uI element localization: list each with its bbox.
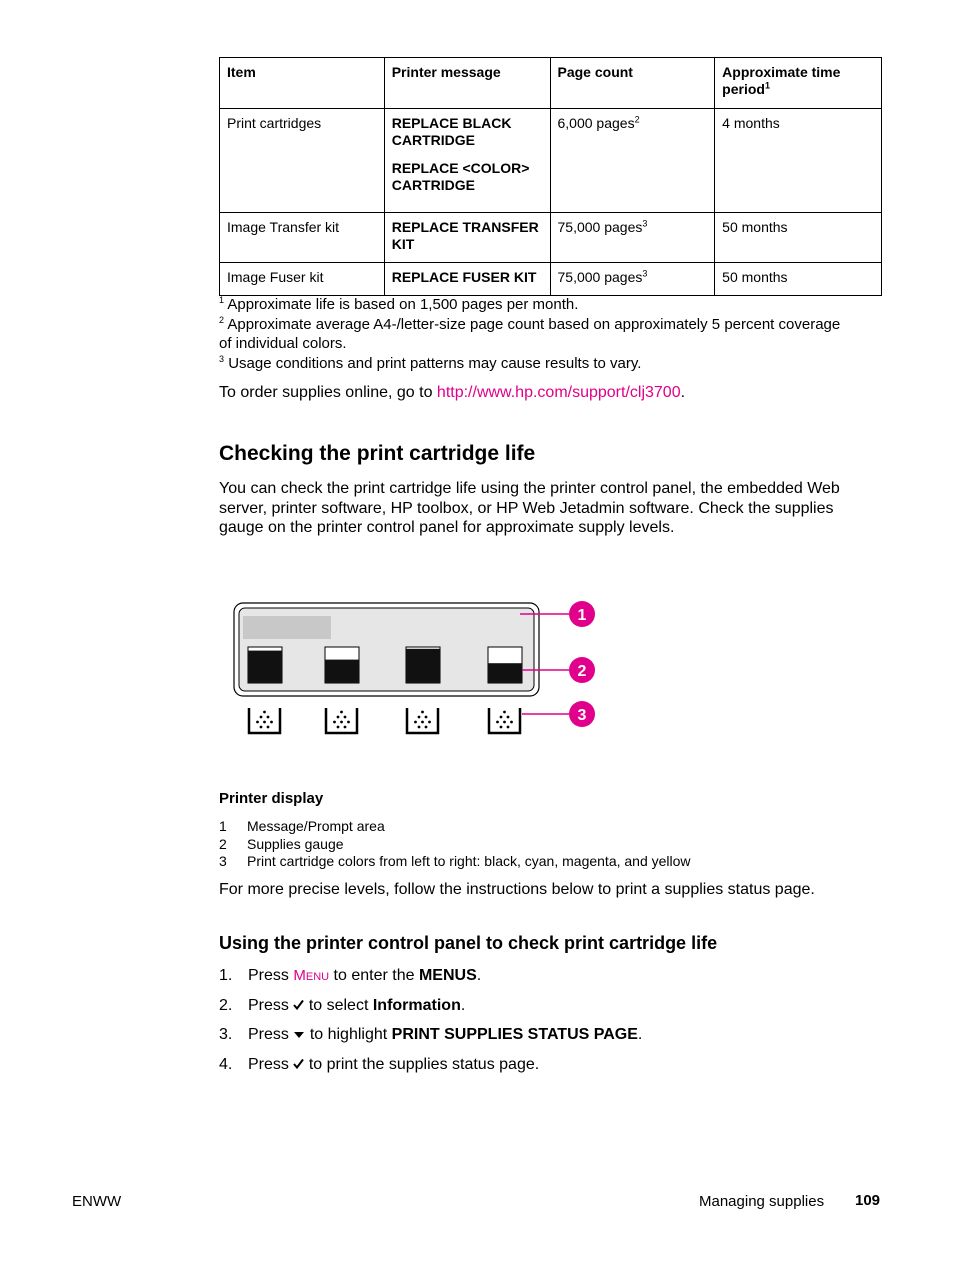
footer-section: Managing supplies	[699, 1193, 825, 1210]
header-item: Item	[220, 58, 385, 109]
down-arrow-icon	[293, 1030, 305, 1039]
cell-time: 50 months	[715, 263, 882, 296]
table-row	[220, 109, 882, 213]
support-link[interactable]: http://www.hp.com/support/clj3700	[436, 384, 681, 401]
step-1: 1. Press MENU to enter the MENUS.	[219, 967, 482, 984]
cell-time: 4 months	[715, 109, 882, 213]
footnote: $^2$ Approximate average A4-/letter-size page count based on approximately 5 percent coverage of individual colors.	[219, 314, 841, 352]
order-line: To order supplies online, go to http://www.hp.com/support/clj3700.	[219, 384, 686, 401]
cell-pages: 75,000 pages$^3$	[550, 263, 715, 296]
step-2: 2. Press to select Information.	[219, 996, 466, 1014]
cartridge-icon	[326, 708, 357, 733]
checkmark-icon	[293, 999, 304, 1010]
legend-item: 3 Print cartridge colors from left to right: black, cyan, magenta, and yellow	[219, 853, 691, 869]
message-prompt-area	[243, 616, 331, 639]
footer-left: ENWW	[72, 1193, 122, 1210]
svg-text:3: 3	[577, 707, 587, 724]
section-body: You can check the print cartridge life using the printer control panel, the embedded Web server, printer software, HP toolbox, or HP Web Jetadmin software. Check the supplies gauge on the printer control panel for approximate supply levels.	[219, 480, 840, 536]
cartridge-icon	[489, 708, 520, 733]
page-number: 109	[855, 1192, 881, 1209]
gauge-bar	[406, 647, 440, 683]
header-page-count: Page count	[550, 58, 715, 109]
cell-time: 50 months	[715, 213, 882, 263]
checkmark-icon	[293, 1058, 304, 1069]
footnote: $^1$ Approximate life is based on 1,500 pages per month.	[219, 295, 579, 313]
cell-message: REPLACE BLACK CARTRIDGE REPLACE <COLOR> CARTRIDGE	[384, 109, 550, 213]
printer-display-figure	[225, 595, 605, 745]
more-precise-text: For more precise levels, follow the instructions below to print a supplies status page.	[219, 881, 815, 898]
figure-caption: Printer display	[219, 790, 324, 807]
cell-item: Print cartridges	[220, 109, 385, 213]
menu-key: MENU	[293, 967, 330, 984]
header-printer-message: Printer message	[384, 58, 550, 109]
step-3: 3. Press to highlight PRINT SUPPLIES STATUS PAGE.	[219, 1026, 643, 1043]
figure-legend	[219, 818, 691, 871]
table-header-row	[220, 58, 882, 109]
gauge-bar	[325, 647, 359, 683]
subsection-title: Using the printer control panel to check print cartridge life	[219, 933, 718, 953]
table-row	[220, 213, 882, 263]
table-row	[220, 263, 882, 296]
steps-list	[219, 966, 642, 1084]
supplies-table	[219, 57, 882, 296]
cell-pages: 6,000 pages$^2$	[550, 109, 715, 213]
cell-item: Image Fuser kit	[220, 263, 385, 296]
footnotes	[219, 295, 849, 373]
cell-pages: 75,000 pages$^3$	[550, 213, 715, 263]
footnote: $^3$ Usage conditions and print patterns may cause results to vary.	[219, 353, 642, 372]
cartridge-icon	[407, 708, 438, 733]
svg-text:1: 1	[577, 607, 587, 624]
legend-item: 2 Supplies gauge	[219, 835, 344, 852]
section-title: Checking the print cartridge life	[219, 442, 536, 465]
header-time-period: Approximate time period$^1$	[715, 58, 882, 109]
cell-message: REPLACE FUSER KIT	[384, 263, 550, 296]
gauge-bar	[248, 647, 282, 683]
legend-item: 1 Message/Prompt area	[219, 818, 385, 834]
cell-item: Image Transfer kit	[220, 213, 385, 263]
cell-message: REPLACE TRANSFER KIT	[384, 213, 550, 263]
step-4: 4. Press to print the supplies status page.	[219, 1055, 540, 1073]
cartridge-icon	[249, 708, 280, 733]
gauge-bar	[488, 647, 522, 683]
callout-3	[522, 701, 595, 727]
svg-text:2: 2	[577, 663, 587, 680]
